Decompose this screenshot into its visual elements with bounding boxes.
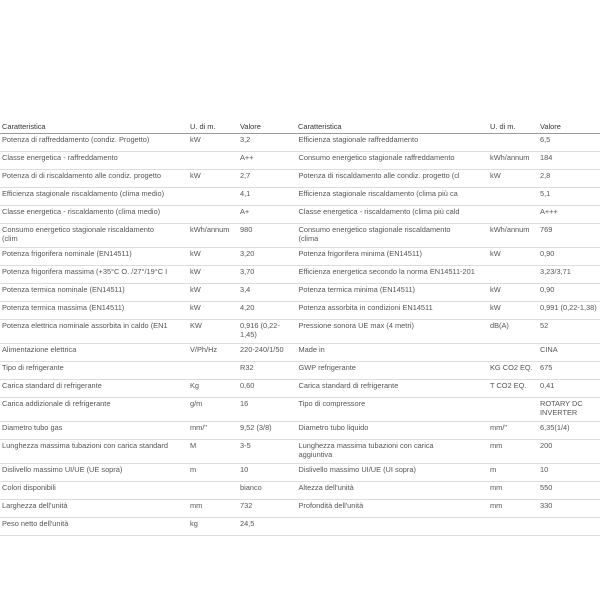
right-characteristic-cell: Tipo di compressore xyxy=(296,397,488,421)
right-value-cell: 6,5 xyxy=(538,133,600,151)
right-unit-cell: kW xyxy=(488,301,538,319)
right-unit-cell xyxy=(488,187,538,205)
left-value-cell: 4,1 xyxy=(238,187,296,205)
right-value-cell: A+++ xyxy=(538,205,600,223)
left-value-cell: 16 xyxy=(238,397,296,421)
right-unit-cell: mm xyxy=(488,439,538,463)
spec-table xyxy=(0,121,600,536)
left-value-cell: 980 xyxy=(238,223,296,247)
left-value-cell: 732 xyxy=(238,499,296,517)
right-value-cell: 10 xyxy=(538,463,600,481)
left-value-cell: bianco xyxy=(238,481,296,499)
table-row xyxy=(0,301,600,319)
right-characteristic-cell: Efficienza energetica secondo la norma EN14511-201 xyxy=(296,265,488,283)
right-characteristic-cell: Dislivello massimo UI/UE (UI sopra) xyxy=(296,463,488,481)
left-characteristic-cell: Carica standard di refrigerante xyxy=(0,379,188,397)
header-caratteristica-left: Caratteristica xyxy=(0,121,188,133)
left-characteristic-cell: Lunghezza massima tubazioni con carica standard xyxy=(0,439,188,463)
header-valore-left: Valore xyxy=(238,121,296,133)
right-value-cell: 3,23/3,71 xyxy=(538,265,600,283)
right-value-cell: 675 xyxy=(538,361,600,379)
left-characteristic-cell: Tipo di refrigerante xyxy=(0,361,188,379)
table-row xyxy=(0,361,600,379)
left-value-cell: 3-5 xyxy=(238,439,296,463)
table-row xyxy=(0,343,600,361)
left-value-cell: 220-240/1/50 xyxy=(238,343,296,361)
left-unit-cell: kW xyxy=(188,265,238,283)
left-value-cell: 3,20 xyxy=(238,247,296,265)
left-value-cell: 9,52 (3/8) xyxy=(238,421,296,439)
left-characteristic-cell: Potenza di di riscaldamento alle condiz. progetto xyxy=(0,169,188,187)
left-unit-cell xyxy=(188,205,238,223)
right-unit-cell xyxy=(488,343,538,361)
right-characteristic-cell: Altezza dell'unità xyxy=(296,481,488,499)
right-unit-cell xyxy=(488,133,538,151)
left-characteristic-cell: Colori disponibili xyxy=(0,481,188,499)
table-header-row xyxy=(0,121,600,133)
right-value-cell: 200 xyxy=(538,439,600,463)
left-unit-cell: kW xyxy=(188,301,238,319)
table-row xyxy=(0,151,600,169)
left-unit-cell xyxy=(188,361,238,379)
right-value-cell: CINA xyxy=(538,343,600,361)
right-characteristic-cell: Efficienza stagionale raffreddamento xyxy=(296,133,488,151)
right-characteristic-cell: Carica standard di refrigerante xyxy=(296,379,488,397)
left-unit-cell: kW xyxy=(188,133,238,151)
right-unit-cell: T CO2 EQ. xyxy=(488,379,538,397)
table-row xyxy=(0,283,600,301)
left-unit-cell: m xyxy=(188,463,238,481)
right-value-cell: 0,90 xyxy=(538,283,600,301)
right-characteristic-cell: Potenza termica minima (EN14511) xyxy=(296,283,488,301)
left-unit-cell: V/Ph/Hz xyxy=(188,343,238,361)
left-characteristic-cell: Peso netto dell'unità xyxy=(0,517,188,535)
left-characteristic-cell: Carica addizionale di refrigerante xyxy=(0,397,188,421)
right-unit-cell: kW xyxy=(488,169,538,187)
table-row xyxy=(0,247,600,265)
left-unit-cell: g/m xyxy=(188,397,238,421)
right-value-cell: 0,991 (0,22-1,38) xyxy=(538,301,600,319)
right-characteristic-cell: Potenza frigorifera minima (EN14511) xyxy=(296,247,488,265)
left-unit-cell xyxy=(188,481,238,499)
table-row xyxy=(0,133,600,151)
left-value-cell: 10 xyxy=(238,463,296,481)
left-characteristic-cell: Dislivello massimo UI/UE (UE sopra) xyxy=(0,463,188,481)
right-unit-cell xyxy=(488,205,538,223)
table-row xyxy=(0,169,600,187)
right-value-cell: 2,8 xyxy=(538,169,600,187)
right-unit-cell: mm/" xyxy=(488,421,538,439)
right-unit-cell: dB(A) xyxy=(488,319,538,343)
left-characteristic-cell: Potenza elettrica nominale assorbita in caldo (EN1 xyxy=(0,319,188,343)
left-value-cell: A+ xyxy=(238,205,296,223)
left-value-cell: 0,916 (0,22- 1,45) xyxy=(238,319,296,343)
left-characteristic-cell: Potenza termica nominale (EN14511) xyxy=(0,283,188,301)
right-unit-cell: mm xyxy=(488,499,538,517)
left-unit-cell xyxy=(188,187,238,205)
table-row xyxy=(0,421,600,439)
right-unit-cell xyxy=(488,397,538,421)
left-characteristic-cell: Diametro tubo gas xyxy=(0,421,188,439)
right-unit-cell: m xyxy=(488,463,538,481)
left-value-cell: 4,20 xyxy=(238,301,296,319)
right-value-cell: 184 xyxy=(538,151,600,169)
left-value-cell: 2,7 xyxy=(238,169,296,187)
right-unit-cell xyxy=(488,517,538,535)
left-unit-cell xyxy=(188,151,238,169)
left-value-cell: R32 xyxy=(238,361,296,379)
right-value-cell xyxy=(538,517,600,535)
right-value-cell: 0,90 xyxy=(538,247,600,265)
right-unit-cell: kWh/annum xyxy=(488,151,538,169)
right-characteristic-cell xyxy=(296,517,488,535)
left-characteristic-cell: Alimentazione elettrica xyxy=(0,343,188,361)
left-characteristic-cell: Potenza termica massima (EN14511) xyxy=(0,301,188,319)
left-unit-cell: KW xyxy=(188,319,238,343)
right-unit-cell: kW xyxy=(488,247,538,265)
right-unit-cell: kWh/annum xyxy=(488,223,538,247)
right-unit-cell: kW xyxy=(488,283,538,301)
left-value-cell: 3,70 xyxy=(238,265,296,283)
header-valore-right: Valore xyxy=(538,121,600,133)
left-unit-cell: kWh/annum xyxy=(188,223,238,247)
spec-table-body xyxy=(0,133,600,535)
right-characteristic-cell: Made in xyxy=(296,343,488,361)
table-row xyxy=(0,205,600,223)
table-row xyxy=(0,379,600,397)
left-value-cell: 3,4 xyxy=(238,283,296,301)
left-characteristic-cell: Efficienza stagionale riscaldamento (clima medio) xyxy=(0,187,188,205)
left-unit-cell: kW xyxy=(188,247,238,265)
right-characteristic-cell: Lunghezza massima tubazioni con carica aggiuntiva xyxy=(296,439,488,463)
left-value-cell: 24,5 xyxy=(238,517,296,535)
right-value-cell: 330 xyxy=(538,499,600,517)
table-row xyxy=(0,517,600,535)
table-row xyxy=(0,481,600,499)
left-unit-cell: kg xyxy=(188,517,238,535)
right-value-cell: 550 xyxy=(538,481,600,499)
right-characteristic-cell: Pressione sonora UE max (4 metri) xyxy=(296,319,488,343)
right-value-cell: 5,1 xyxy=(538,187,600,205)
left-characteristic-cell: Potenza frigorifera massima (+35°C O. /27°/19°C I xyxy=(0,265,188,283)
right-characteristic-cell: Consumo energetico stagionale raffreddamento xyxy=(296,151,488,169)
left-characteristic-cell: Classe energetica - riscaldamento (clima medio) xyxy=(0,205,188,223)
right-value-cell: 0,41 xyxy=(538,379,600,397)
right-characteristic-cell: Potenza assorbita in condizioni EN14511 xyxy=(296,301,488,319)
table-row xyxy=(0,499,600,517)
left-unit-cell: mm xyxy=(188,499,238,517)
header-unit-left: U. di m. xyxy=(188,121,238,133)
right-characteristic-cell: Diametro tubo liquido xyxy=(296,421,488,439)
right-value-cell: 6,35(1/4) xyxy=(538,421,600,439)
table-row xyxy=(0,319,600,343)
left-unit-cell: M xyxy=(188,439,238,463)
left-unit-cell: kW xyxy=(188,169,238,187)
left-characteristic-cell: Potenza di raffreddamento (condiz. Progetto) xyxy=(0,133,188,151)
left-value-cell: A++ xyxy=(238,151,296,169)
left-unit-cell: Kg xyxy=(188,379,238,397)
left-characteristic-cell: Consumo energetico stagionale riscaldamento (clim xyxy=(0,223,188,247)
header-unit-right: U. di m. xyxy=(488,121,538,133)
header-caratteristica-right: Caratteristica xyxy=(296,121,488,133)
table-row xyxy=(0,265,600,283)
right-characteristic-cell: Classe energetica - riscaldamento (clima più cald xyxy=(296,205,488,223)
table-row xyxy=(0,187,600,205)
table-row xyxy=(0,439,600,463)
left-unit-cell: mm/" xyxy=(188,421,238,439)
left-unit-cell: kW xyxy=(188,283,238,301)
right-characteristic-cell: Consumo energetico stagionale riscaldamento (clima xyxy=(296,223,488,247)
right-unit-cell xyxy=(488,265,538,283)
right-value-cell: 769 xyxy=(538,223,600,247)
right-unit-cell: KG CO2 EQ. xyxy=(488,361,538,379)
right-value-cell: 52 xyxy=(538,319,600,343)
left-value-cell: 3,2 xyxy=(238,133,296,151)
left-characteristic-cell: Potenza frigorifera nominale (EN14511) xyxy=(0,247,188,265)
right-unit-cell: mm xyxy=(488,481,538,499)
left-characteristic-cell: Classe energetica - raffreddamento xyxy=(0,151,188,169)
right-characteristic-cell: Efficienza stagionale riscaldamento (clima più ca xyxy=(296,187,488,205)
left-value-cell: 0,60 xyxy=(238,379,296,397)
table-row xyxy=(0,223,600,247)
right-value-cell: ROTARY DC INVERTER xyxy=(538,397,600,421)
right-characteristic-cell: Potenza di riscaldamento alle condiz. progetto (cl xyxy=(296,169,488,187)
right-characteristic-cell: Profondità dell'unità xyxy=(296,499,488,517)
left-characteristic-cell: Larghezza dell'unità xyxy=(0,499,188,517)
table-row xyxy=(0,397,600,421)
right-characteristic-cell: GWP refrigerante xyxy=(296,361,488,379)
table-row xyxy=(0,463,600,481)
